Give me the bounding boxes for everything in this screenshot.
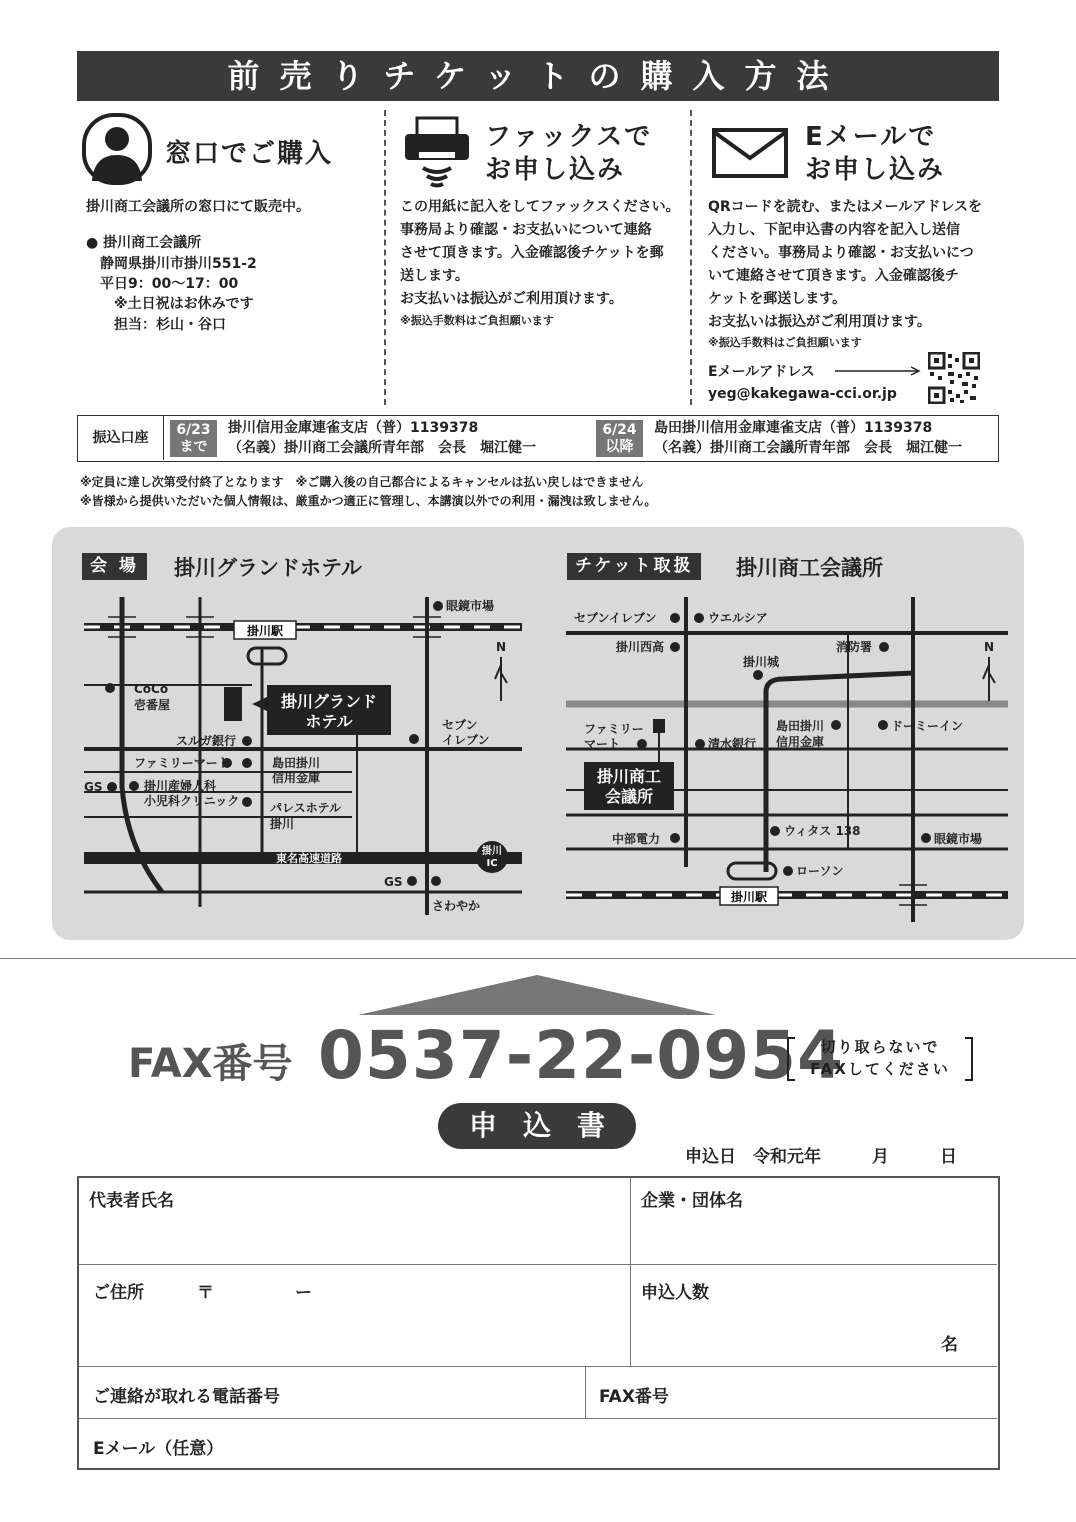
fax-text-3: させて頂きます。入金確認後チケットを郵 <box>400 245 664 261</box>
form-divider-v2 <box>585 1366 586 1418</box>
fax-text-1: この用紙に記入をしてファックスください。 <box>400 199 680 215</box>
counter-place: ● 掛川商工会議所 <box>86 235 202 251</box>
venue-map-family: ファミリーマート <box>134 756 230 770</box>
email-text-3: ください。事務局より確認・お支払いにつ <box>708 245 974 261</box>
form-divider-h1 <box>79 1264 997 1265</box>
counter-staff: 担当：杉山・谷口 <box>114 317 226 333</box>
ticket-title: 掛川商工会議所 <box>736 556 883 580</box>
fax-note <box>785 1036 975 1082</box>
venue-map-station: 掛川駅 <box>246 624 284 638</box>
email-text-1: QRコードを読む、またはメールアドレスを <box>708 199 982 215</box>
badge2-date: 6/24 <box>602 422 637 438</box>
venue-map-gs-2: GS <box>384 875 403 889</box>
fax-note-line2: FAXしてください <box>810 1060 950 1078</box>
badge2-suffix: 以降 <box>605 439 634 455</box>
ticket-map-dormy: ドーミーイン <box>891 719 964 733</box>
venue-map-north: N <box>496 640 507 654</box>
venue-map-highway: 東名高速道路 <box>276 852 342 865</box>
venue-map <box>52 527 538 940</box>
venue-map-seven-2: イレブン <box>442 733 490 747</box>
counter-address: 静岡県掛川市掛川551-2 <box>100 256 257 272</box>
email-title-line2: お申し込み <box>805 155 946 185</box>
form-divider-v1 <box>630 1178 631 1366</box>
postal-dash: ー <box>295 1283 312 1303</box>
venue-map-coco-2: 壱番屋 <box>134 698 171 712</box>
company-field[interactable]: 企業・団体名 <box>641 1191 743 1211</box>
ticket-map-lawson: ローソン <box>796 864 844 878</box>
ticket-map-station: 掛川駅 <box>730 890 768 904</box>
note-2: ※皆様から提供いただいた個人情報は、厳重かつ適正に管理し、本講演以外での利用・漏洩は致しません。 <box>80 494 657 508</box>
email-text-6: お支払いは振込がご利用頂けます。 <box>708 314 931 330</box>
note-1: ※定員に達し次第受付終了となります ※ご購入後の自己都合によるキャンセルは払い戻しはできません <box>80 475 644 489</box>
triangle-up-icon <box>358 975 716 1015</box>
fax-note-line1: 切り取らないで <box>820 1038 940 1056</box>
ticket-map-castle: 掛川城 <box>743 655 780 669</box>
ticket-map-family-1: ファミリー <box>584 722 644 736</box>
venue-map-ic-2: IC <box>486 858 498 869</box>
date-badge-until <box>170 420 217 457</box>
venue-map-shimada-1: 島田掛川 <box>272 756 321 770</box>
ticket-map-shimada-1: 島田掛川 <box>776 719 825 733</box>
email-text-5: ケットを郵送します。 <box>708 291 847 307</box>
person-icon <box>82 113 152 185</box>
email-address-label: Eメールアドレス <box>708 364 815 380</box>
email-text-4: いて連絡させて頂きます。入金確認後チ <box>708 268 959 284</box>
account2-line1: 島田掛川信用金庫連雀支店（普）1139378 <box>654 420 933 436</box>
ticket-map-north: N <box>984 640 995 654</box>
venue-map-ic-1: 掛川 <box>482 846 502 857</box>
venue-map-palace-1: パレスホテル <box>270 801 342 815</box>
column-divider-2 <box>690 110 692 405</box>
ticket-map-family-2: マート <box>584 737 621 751</box>
ticket-office-map <box>538 527 1024 940</box>
postal-mark: 〒 <box>197 1283 214 1303</box>
venue-title: 掛川グランドホテル <box>174 556 362 580</box>
cut-line <box>0 958 1076 959</box>
fax-text-4: 送します。 <box>400 268 469 284</box>
bank-account-box <box>77 415 999 462</box>
ticket-map-megane: 眼鏡市場 <box>934 832 983 846</box>
fax-title-line1: ファックスで <box>485 122 653 152</box>
notes <box>80 473 656 511</box>
ticket-map-chubu: 中部電力 <box>612 832 661 846</box>
form-divider-h2 <box>79 1366 997 1367</box>
date-badge-after <box>596 420 643 457</box>
account1-line2: （名義）掛川商工会議所青年部 会長 堀江健一 <box>228 440 536 456</box>
qr-code-icon[interactable] <box>928 352 980 404</box>
account1-line1: 掛川信用金庫連雀支店（普）1139378 <box>228 420 479 436</box>
venue-map-sawayaka: さわやか <box>432 899 481 913</box>
fax-field[interactable]: FAX番号 <box>599 1387 669 1407</box>
counter-hours: 平日9：00〜17：00 <box>100 276 239 292</box>
email-title-line1: Eメールで <box>805 122 937 152</box>
venue-map-coco-1: CoCo <box>134 682 169 696</box>
venue-map-palace-2: 掛川 <box>270 817 295 831</box>
fax-text-5: お支払いは振込がご利用頂けます。 <box>400 291 623 307</box>
venue-map-hotel-2: ホテル <box>305 712 353 731</box>
venue-map-shimada-2: 信用金庫 <box>272 771 321 785</box>
application-heading: 申込書 <box>438 1103 636 1149</box>
ticket-map-vitas: ウィタス 138 <box>784 824 861 838</box>
account-label: 振込口座 <box>78 416 164 460</box>
count-unit: 名 <box>941 1335 958 1355</box>
fax-text-2: 事務局より確認・お支払いについて連絡 <box>400 222 652 238</box>
account2-line2: （名義）掛川商工会議所青年部 会長 堀江健一 <box>654 440 962 456</box>
ticket-map-fire: 消防署 <box>836 640 873 654</box>
badge1-date: 6/23 <box>176 422 211 438</box>
ticket-map-cci-2: 会議所 <box>604 787 654 806</box>
north-arrow-icon <box>495 657 507 701</box>
venue-map-megane: 眼鏡市場 <box>446 599 495 613</box>
phone-field[interactable]: ご連絡が取れる電話番号 <box>93 1387 280 1407</box>
ticket-map-seven: セブンイレブン <box>574 611 657 625</box>
venue-map-suruga: スルガ銀行 <box>176 734 237 748</box>
venue-map-gs: GS <box>84 780 103 794</box>
venue-map-clinic-2: 小児科クリニック <box>144 794 240 808</box>
fax-title-line2: お申し込み <box>485 155 626 185</box>
ticket-tag: チケット取扱 <box>567 553 701 580</box>
fax-note: ※振込手数料はご負担願います <box>400 314 554 327</box>
email-note: ※振込手数料はご負担願います <box>708 336 862 349</box>
counter-lead: 掛川商工会議所の窓口にて販売中。 <box>86 199 310 215</box>
ticket-map-shimada-2: 信用金庫 <box>776 735 825 749</box>
envelope-icon <box>712 128 788 178</box>
application-form <box>77 1176 1000 1470</box>
email-field[interactable]: Eメール（任意） <box>93 1439 224 1459</box>
count-field[interactable]: 申込人数 <box>641 1283 709 1303</box>
address-field[interactable]: ご住所 <box>93 1283 144 1303</box>
fax-number: 0537-22-0954 <box>318 1017 845 1094</box>
section-banner: 前売りチケットの購入方法 <box>77 51 999 101</box>
bracket-frame <box>785 1036 975 1082</box>
venue-map-seven-1: セブン <box>442 718 478 732</box>
counter-holiday: ※土日祝はお休みです <box>114 296 254 312</box>
column-divider <box>384 110 386 405</box>
email-address[interactable]: yeg@kakegawa-cci.or.jp <box>708 386 897 402</box>
ticket-map-cci-1: 掛川商工 <box>596 767 662 786</box>
ticket-map-welcia: ウエルシア <box>708 611 768 625</box>
venue-map-hotel-1: 掛川グランド <box>280 692 378 711</box>
badge1-suffix: まで <box>179 439 208 455</box>
fax-label: FAX番号 <box>128 1041 293 1087</box>
counter-title: 窓口でご購入 <box>165 139 334 169</box>
rep-name-field[interactable]: 代表者氏名 <box>89 1191 174 1211</box>
venue-tag: 会 場 <box>82 553 147 580</box>
arrow-right-icon <box>835 366 921 376</box>
application-date[interactable]: 申込日 令和元年 月 日 <box>685 1147 957 1167</box>
ticket-map-shimizu: 清水銀行 <box>708 737 757 751</box>
fax-machine-icon <box>403 116 471 190</box>
venue-map-clinic-1: 掛川産婦人科 <box>144 779 217 793</box>
email-text-2: 入力し、下記申込書の内容を記入し送信 <box>708 222 960 238</box>
ticket-map-nishi: 掛川西高 <box>616 640 665 654</box>
north-arrow-icon-2 <box>983 657 995 701</box>
form-divider-h3 <box>79 1418 997 1419</box>
